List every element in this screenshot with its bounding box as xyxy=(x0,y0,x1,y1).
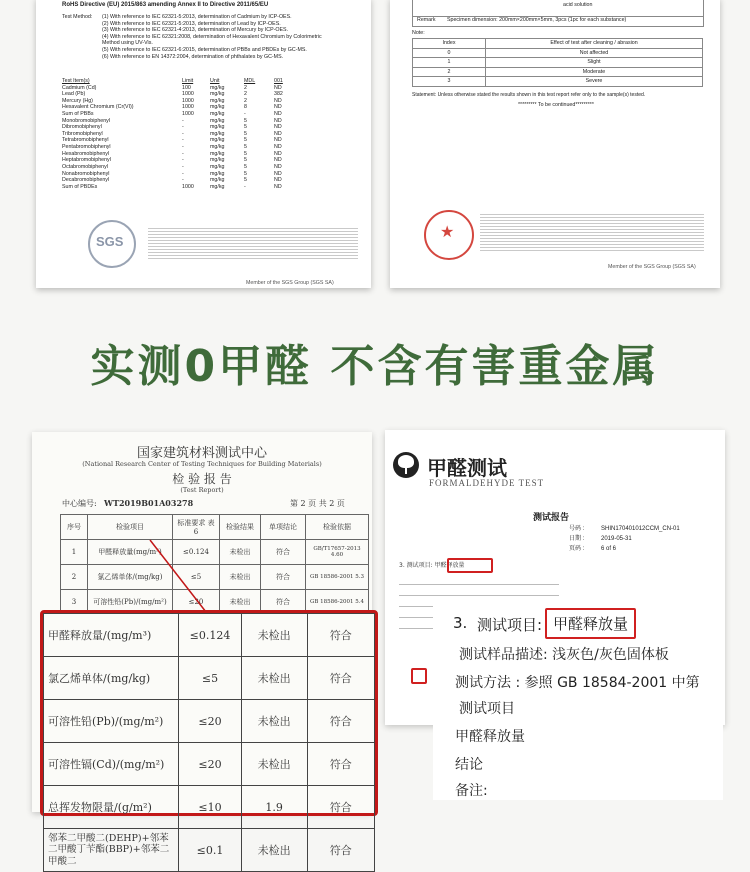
report-title: 测试报告 xyxy=(533,513,570,523)
table-cell: - xyxy=(182,117,184,124)
standard-cell: ≤0.1 xyxy=(179,829,242,872)
table-cell: Mercury (Hg) xyxy=(62,97,93,104)
table-cell: mg/kg xyxy=(210,150,225,157)
effect-cell: Severe xyxy=(486,77,703,87)
directive-text: RoHS Directive (EU) 2015/863 amending Annex II to Directive 2011/65/EU xyxy=(62,2,269,8)
zoom-item-name: 甲醛释放量 xyxy=(455,729,525,745)
headline-banner: 实测0甲醛 不含有害重金属 xyxy=(90,341,660,392)
test-method-label: Test Method: xyxy=(62,14,93,20)
zoom-test-item: 测试项目 xyxy=(459,701,515,717)
table-cell: mg/kg xyxy=(210,157,225,164)
table-cell: - xyxy=(182,177,184,184)
table-cell: mg/kg xyxy=(210,177,225,184)
zoomed-results-table xyxy=(43,613,375,872)
zoom-note: 备注: xyxy=(455,783,488,799)
table-cell: 5 xyxy=(244,157,247,164)
conclusion-cell: 符合 xyxy=(307,657,374,700)
table-cell: 5 xyxy=(244,150,247,157)
page-value: 6 of 6 xyxy=(601,546,617,552)
table-cell: mg/kg xyxy=(210,124,225,131)
method-line: (3) With reference to IEC 62321-4:2013, determination of Mercury by ICP-OES. xyxy=(102,27,289,34)
table-cell: Sum of PBDEs xyxy=(62,183,98,190)
table-cell: 1000 xyxy=(182,97,194,104)
index-cell: 2 xyxy=(413,67,486,77)
table-cell: ND xyxy=(274,137,282,144)
cell: 未检出 xyxy=(220,565,261,590)
method-line: (4) With reference to IEC 62321:2008, determination of Hexavalent Chromium by Colorimetric xyxy=(102,33,322,40)
header-cell: Unit xyxy=(210,78,220,84)
cell: 未检出 xyxy=(220,540,261,565)
table-cell: mg/kg xyxy=(210,170,225,177)
zoom-test-method: 测试方法 : 参照 GB 18584-2001 中第 xyxy=(455,675,700,691)
table-cell: 100 xyxy=(182,84,191,91)
header-cell: 检验项目 xyxy=(88,515,173,540)
table-cell: mg/kg xyxy=(210,137,225,144)
result-cell: 未检出 xyxy=(241,657,307,700)
table-cell: 5 xyxy=(244,124,247,131)
header-cell: 序号 xyxy=(61,515,88,540)
table-cell: Heptabromobiphenyl xyxy=(62,157,111,164)
cell: 氯乙烯单体/(mg/kg) xyxy=(88,565,173,590)
cell: 3 xyxy=(61,590,88,615)
date-value: 2019-05-31 xyxy=(601,536,632,542)
table-cell: 5 xyxy=(244,130,247,137)
serial-label: 中心编号: xyxy=(62,499,97,508)
table-row xyxy=(44,786,375,829)
table-cell: 1000 xyxy=(182,111,194,118)
cell: GB/T17657-2013 4.60 xyxy=(306,540,369,565)
method-line: (2) With reference to IEC 62321-5:2013, determination of Lead by ICP-OES. xyxy=(102,20,281,27)
table-cell: Decabromobiphenyl xyxy=(62,177,110,184)
cell: 符合 xyxy=(261,565,306,590)
item-cell: 可溶性镉(Cd)/(mg/m²) xyxy=(44,743,179,786)
zoom-item-label: 测试项目: xyxy=(477,616,543,634)
table-cell: ND xyxy=(274,124,282,131)
table-row xyxy=(44,743,375,786)
header-cell: 标准要求 表 6 xyxy=(173,515,220,540)
standard-cell: ≤20 xyxy=(179,700,242,743)
standard-cell: ≤20 xyxy=(179,743,242,786)
report-title-en: (National Research Center of Testing Techniques for Building Materials) xyxy=(82,460,322,468)
conclusion-cell: 符合 xyxy=(307,829,374,872)
table-cell: ND xyxy=(274,163,282,170)
table-cell: mg/kg xyxy=(210,183,225,190)
remark-label: Remark xyxy=(417,17,436,23)
cell: 符合 xyxy=(261,590,306,615)
header-cell: 检验依据 xyxy=(306,515,369,540)
table-cell: Hexavalent Chromium (Cr(VI)) xyxy=(62,104,134,111)
table-cell: ND xyxy=(274,104,282,111)
zoom-conclusion: 结论 xyxy=(455,757,483,773)
sgs-footer: Member of the SGS Group (SGS SA) xyxy=(246,280,334,286)
method-line: Method using UV-Vis. xyxy=(102,40,153,47)
table-cell: 5 xyxy=(244,170,247,177)
effect-cell: Slight xyxy=(486,58,703,68)
table-cell: ND xyxy=(274,84,282,91)
table-cell: mg/kg xyxy=(210,91,225,98)
sgs-logo-text: SGS xyxy=(96,234,124,249)
result-cell: 未检出 xyxy=(241,614,307,657)
method-line: (6) With reference to EN 14372:2004, determination of phthalates by GC-MS. xyxy=(102,53,284,60)
table-cell: - xyxy=(182,150,184,157)
zoomed-results-frame xyxy=(40,610,378,867)
header-cell: 检验结果 xyxy=(220,515,261,540)
zoomed-test-item-panel xyxy=(433,602,723,800)
remark-text: Specimen dimension: 200mm×200mm×5mm, 3pcs (1pc for each substance) xyxy=(447,17,627,23)
table-cell: 2 xyxy=(244,91,247,98)
table-cell: ND xyxy=(274,170,282,177)
standard-cell: ≤10 xyxy=(179,786,242,829)
result-cell: 未检出 xyxy=(241,743,307,786)
table-cell: 5 xyxy=(244,144,247,151)
table-cell: 1000 xyxy=(182,104,194,111)
star-icon: ★ xyxy=(440,222,455,241)
highlight-box xyxy=(447,558,493,573)
cell: 可溶性铅(Pb)/(mg/m²) xyxy=(88,590,173,615)
table-cell: mg/kg xyxy=(210,130,225,137)
table-cell: ND xyxy=(274,157,282,164)
conclusion-cell: 符合 xyxy=(307,700,374,743)
table-cell: ND xyxy=(274,183,282,190)
table-cell: ND xyxy=(274,111,282,118)
cell: GB 18586-2001 5.4 xyxy=(306,590,369,615)
item-cell: 甲醛释放量/(mg/m³) xyxy=(44,614,179,657)
cell: ≤0.124 xyxy=(173,540,220,565)
note-label: Note: xyxy=(412,30,425,36)
effect-cell: Not affected xyxy=(486,48,703,58)
table-row xyxy=(44,700,375,743)
table-cell: 5 xyxy=(244,177,247,184)
method-line: (1) With reference to IEC 62321-5:2013, determination of Cadmium by ICP-OES. xyxy=(102,14,292,20)
standard-cell: ≤5 xyxy=(179,657,242,700)
table-cell: - xyxy=(244,111,246,118)
table-cell: mg/kg xyxy=(210,84,225,91)
table-cell: Sum of PBBs xyxy=(62,111,94,118)
statement-text: Statement: Unless otherwise stated the results shown in this test report refer only to the sample(s) tested. xyxy=(412,92,646,98)
item-cell: 可溶性铅(Pb)/(mg/m²) xyxy=(44,700,179,743)
table-cell: - xyxy=(182,157,184,164)
table-cell: 1000 xyxy=(182,91,194,98)
table-cell: Dibromobiphenyl xyxy=(62,124,102,131)
cell: 未检出 xyxy=(220,590,261,615)
cell: 符合 xyxy=(261,540,306,565)
standard-cell: ≤0.124 xyxy=(179,614,242,657)
table-cell: 2 xyxy=(244,97,247,104)
page-number: 第 2 页 共 2 页 xyxy=(290,499,345,508)
continued-text: ********* To be continued********* xyxy=(518,102,594,108)
table-cell: Lead (Pb) xyxy=(62,91,86,98)
table-row xyxy=(44,657,375,700)
table-cell: Cadmium (Cd) xyxy=(62,84,97,91)
table-cell: - xyxy=(182,144,184,151)
header-cell: Limit xyxy=(182,78,194,84)
table-row xyxy=(44,614,375,657)
header-cell: Test Item(s) xyxy=(62,78,90,84)
table-cell: ND xyxy=(274,144,282,151)
table-cell: mg/kg xyxy=(210,111,225,118)
method-line: (5) With reference to IEC 62321-6:2015, determination of PBBs and PBDEs by GC-MS. xyxy=(102,47,307,54)
table-cell: mg/kg xyxy=(210,117,225,124)
table-cell: mg/kg xyxy=(210,104,225,111)
table-cell: 1000 xyxy=(182,183,194,190)
test-item-small-text: 3. 测试项目: 甲醛释放量 xyxy=(399,562,465,569)
cell: ≤5 xyxy=(173,565,220,590)
table-cell: 5 xyxy=(244,117,247,124)
table-cell: ND xyxy=(274,97,282,104)
conclusion-cell: 符合 xyxy=(307,786,374,829)
cell: 2 xyxy=(61,565,88,590)
table-cell: mg/kg xyxy=(210,144,225,151)
cell: ≤20 xyxy=(173,590,220,615)
date-label: 日期 : xyxy=(569,536,585,542)
table-cell: - xyxy=(244,183,246,190)
header-cell: 单项结论 xyxy=(261,515,306,540)
item-cell: 总挥发物限量/(g/m²) xyxy=(44,786,179,829)
cell: GB 18586-2001 5.3 xyxy=(306,565,369,590)
zoom-sample-desc: 测试样品描述: 浅灰色/灰色固体板 xyxy=(459,647,669,663)
table-cell: ND xyxy=(274,130,282,137)
cell: 1 xyxy=(61,540,88,565)
report-subtitle-cn: 检 验 报 告 xyxy=(172,472,232,486)
table-cell: Pentabromobiphenyl xyxy=(62,144,111,151)
item-cell: 邻苯二甲酸二(DEHP)+邻苯二甲酸丁苄酯(BBP)+邻苯二甲酸二 xyxy=(44,829,179,872)
index-header: Index xyxy=(413,39,486,49)
table-cell: - xyxy=(182,163,184,170)
header-cell: MDL xyxy=(244,78,256,84)
no-value: SHIN170401012CCM_CN-01 xyxy=(601,526,680,532)
zoom-item-number: 3. xyxy=(453,614,468,632)
table-cell: - xyxy=(182,124,184,131)
table-cell: - xyxy=(182,130,184,137)
table-cell: Hexabromobiphenyl xyxy=(62,150,110,157)
table-cell: 5 xyxy=(244,137,247,144)
table-cell: mg/kg xyxy=(210,97,225,104)
item-cell: 氯乙烯单体/(mg/kg) xyxy=(44,657,179,700)
cell: 甲醛释放量(mg/m³) xyxy=(88,540,173,565)
table-cell: Nonabromobiphenyl xyxy=(62,170,110,177)
table-cell: - xyxy=(182,170,184,177)
index-cell: 1 xyxy=(413,58,486,68)
table-row xyxy=(44,829,375,872)
report-subtitle-en: (Test Report) xyxy=(180,486,224,494)
effect-cell: Moderate xyxy=(486,67,703,77)
table-cell: 2 xyxy=(244,84,247,91)
table-cell: ND xyxy=(274,150,282,157)
result-cell: 1.9 xyxy=(241,786,307,829)
tree-logo-icon xyxy=(393,452,419,478)
table-cell: ND xyxy=(274,177,282,184)
table-cell: - xyxy=(182,137,184,144)
table-cell: ND xyxy=(274,117,282,124)
effect-header: Effect of test after cleaning / abrasion xyxy=(486,39,703,49)
conclusion-cell: 符合 xyxy=(307,614,374,657)
result-cell: 未检出 xyxy=(241,700,307,743)
sgs-footer-right: Member of the SGS Group (SGS SA) xyxy=(608,264,696,270)
table-cell: Octabromobiphenyl xyxy=(62,163,108,170)
logo-subtitle: FORMALDEHYDE TEST xyxy=(429,478,545,488)
report-title-cn: 国家建筑材料测试中心 xyxy=(136,446,267,461)
result-cell: 未检出 xyxy=(241,829,307,872)
zoom-item-value: 甲醛释放量 xyxy=(545,608,636,639)
table-cell: 382 xyxy=(274,91,283,98)
table-cell: Monobromobiphenyl xyxy=(62,117,110,124)
header-cell: 001 xyxy=(274,78,283,84)
table-cell: 8 xyxy=(244,104,247,111)
no-label: 号码 : xyxy=(569,526,585,532)
index-cell: 0 xyxy=(413,48,486,58)
highlight-box xyxy=(411,668,427,684)
table-cell: Tribromobiphenyl xyxy=(62,130,103,137)
index-cell: 3 xyxy=(413,77,486,87)
table-cell: 5 xyxy=(244,163,247,170)
page-label: 页码 : xyxy=(569,546,585,552)
conclusion-cell: 符合 xyxy=(307,743,374,786)
logo-title: 甲醛测试 xyxy=(427,456,507,480)
table-cell: mg/kg xyxy=(210,163,225,170)
table-cell: Tetrabromobiphenyl xyxy=(62,137,109,144)
serial-number: WT2019B01A03278 xyxy=(104,498,194,508)
top-cell-text: acid solution xyxy=(563,2,593,8)
